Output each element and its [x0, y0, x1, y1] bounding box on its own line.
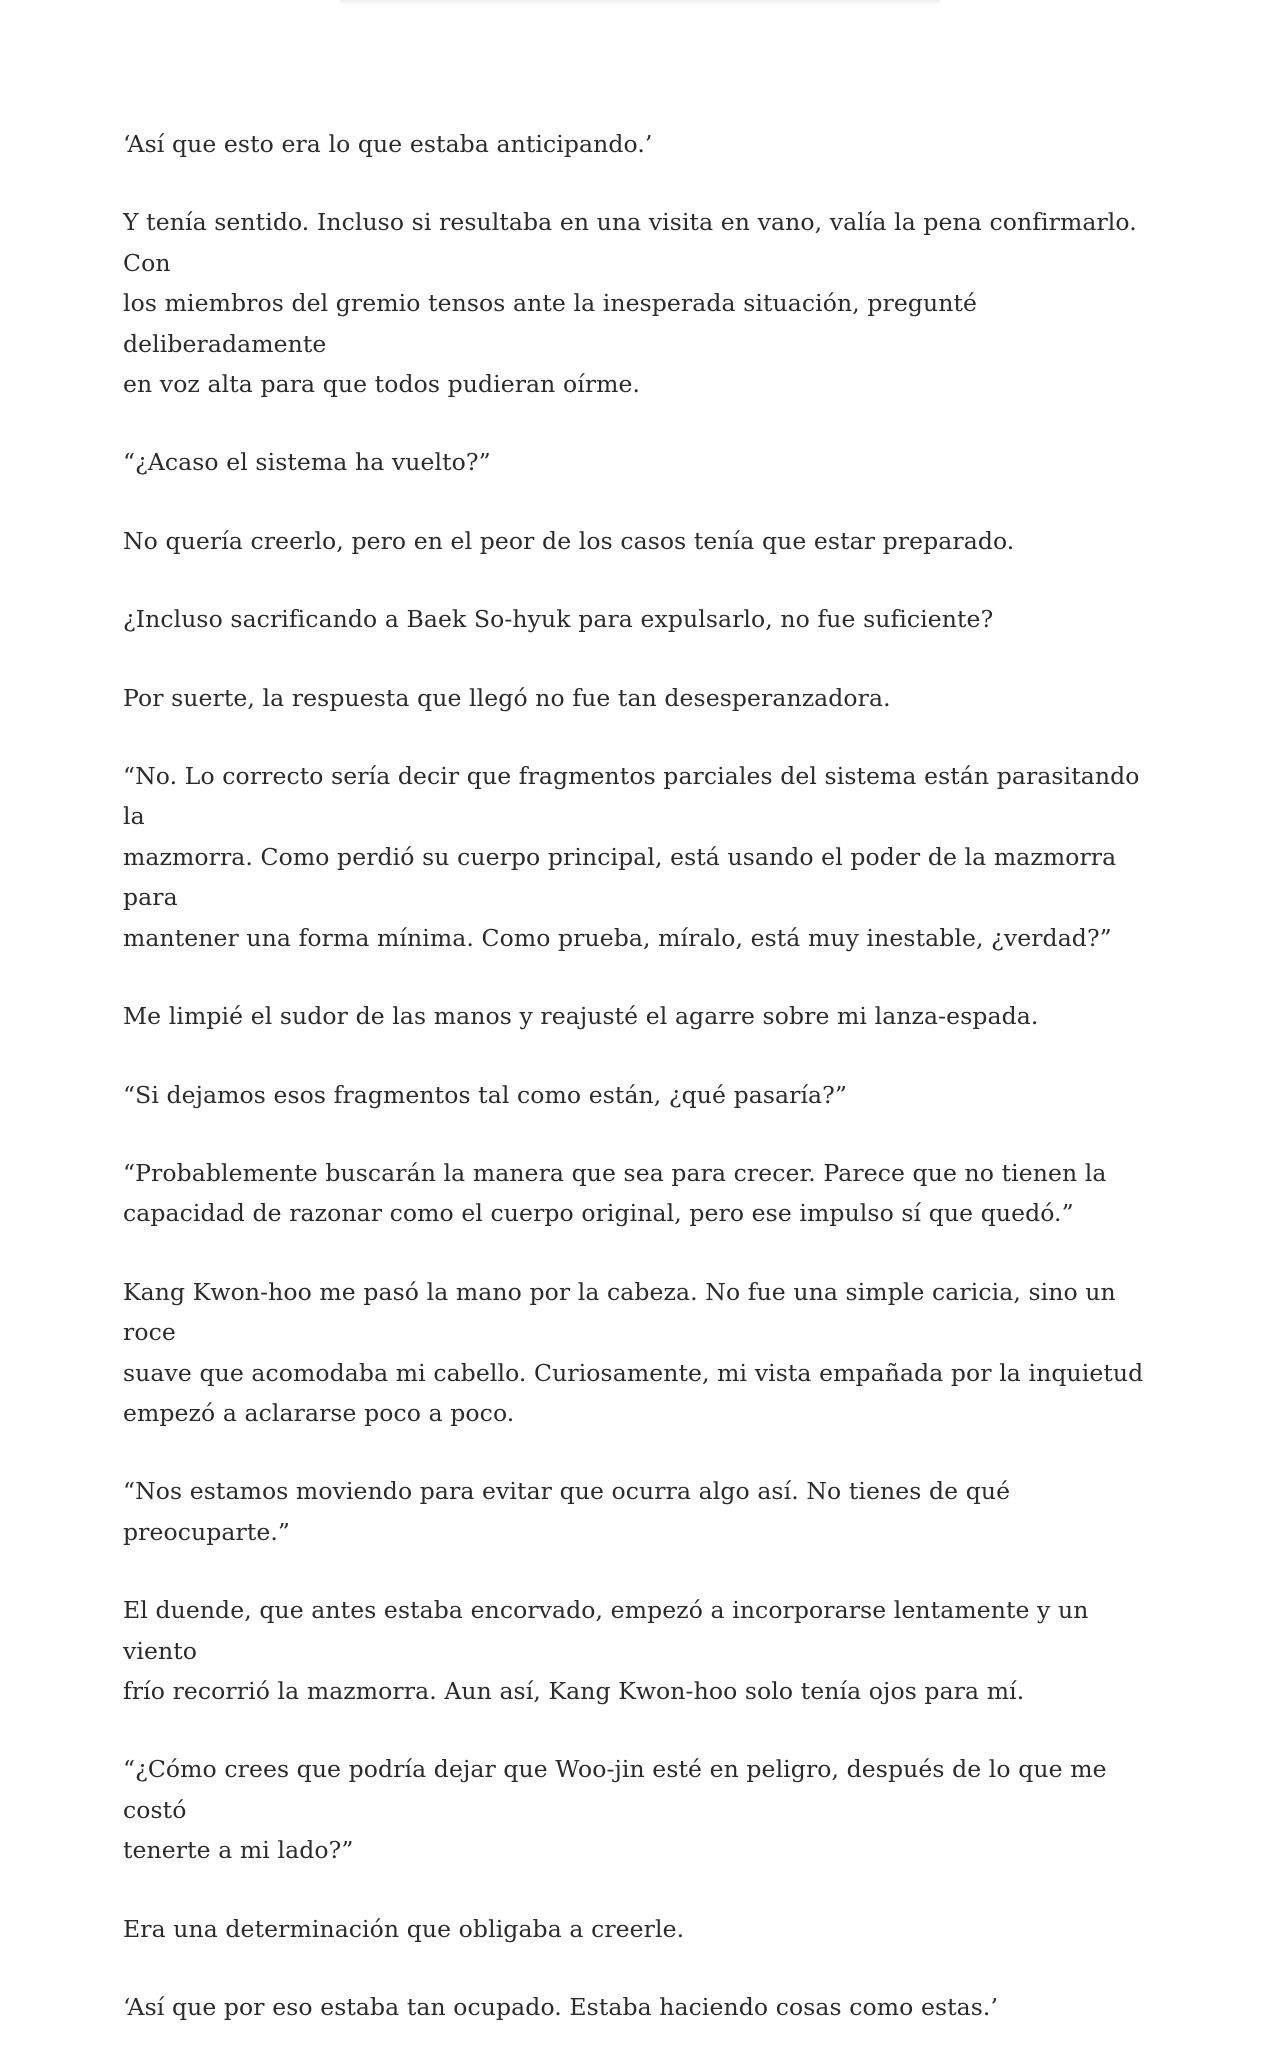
paragraph: Y tenía sentido. Incluso si resultaba en una visita en vano, valía la pena confirmarlo. Con los miembros del gremio tensos ante la inesperada situación, pregunté deliberadamente en voz alta para que todos pudieran oírme. [123, 208, 1137, 399]
paragraph: Por suerte, la respuesta que llegó no fue tan desesperanzadora. [123, 683, 891, 712]
paragraph: Era una determinación que obligaba a creerle. [123, 1914, 685, 1943]
paragraph: No quería creerlo, pero en el peor de los casos tenía que estar preparado. [123, 526, 1015, 555]
paragraph: Kang Kwon-hoo me pasó la mano por la cabeza. No fue una simple caricia, sino un roce suave que acomodaba mi cabello. Curiosamente, mi vista empañada por la inquietud empezó a aclararse poco a poco. [123, 1277, 1144, 1427]
paragraph: “No. Lo correcto sería decir que fragmentos parciales del sistema están parasitando la mazmorra. Como perdió su cuerpo principal, está usando el poder de la mazmorra para mantener una forma mínima. Como prueba, míralo, está muy inestable, ¿verdad?” [123, 762, 1140, 952]
paragraph: ¿Incluso sacrificando a Baek So-hyuk para expulsarlo, no fue suficiente? [123, 605, 994, 634]
paragraph: El duende, que antes estaba encorvado, empezó a incorporarse lentamente y un viento frío recorrió la mazmorra. Aun así, Kang Kwon-hoo solo tenía ojos para mí. [123, 1596, 1089, 1705]
paragraph: “¿Cómo crees que podría dejar que Woo-jin esté en peligro, después de lo que me costó tenerte a mi lado?” [123, 1755, 1107, 1865]
paragraph: “Si dejamos esos fragmentos tal como están, ¿qué pasaría?” [123, 1080, 847, 1109]
paragraph: Me limpié el sudor de las manos y reajusté el agarre sobre mi lanza-espada. [123, 1002, 1039, 1031]
paragraph: “Nos estamos moviendo para evitar que ocurra algo así. No tienes de qué preocuparte.” [123, 1477, 1011, 1546]
paragraph: ‘Así que por eso estaba tan ocupado. Estaba haciendo cosas como estas.’ [123, 1993, 999, 2021]
paragraph: “¿Acaso el sistema ha vuelto?” [123, 448, 491, 477]
paragraph: ‘Así que esto era lo que estaba anticipando.’ [123, 130, 653, 158]
document-body [123, 124, 1168, 2065]
page-top-shadow [340, 0, 940, 6]
paragraph: “Probablemente buscarán la manera que sea para crecer. Parece que no tienen la capacidad de razonar como el cuerpo original, pero ese impulso sí que quedó.” [123, 1158, 1107, 1228]
